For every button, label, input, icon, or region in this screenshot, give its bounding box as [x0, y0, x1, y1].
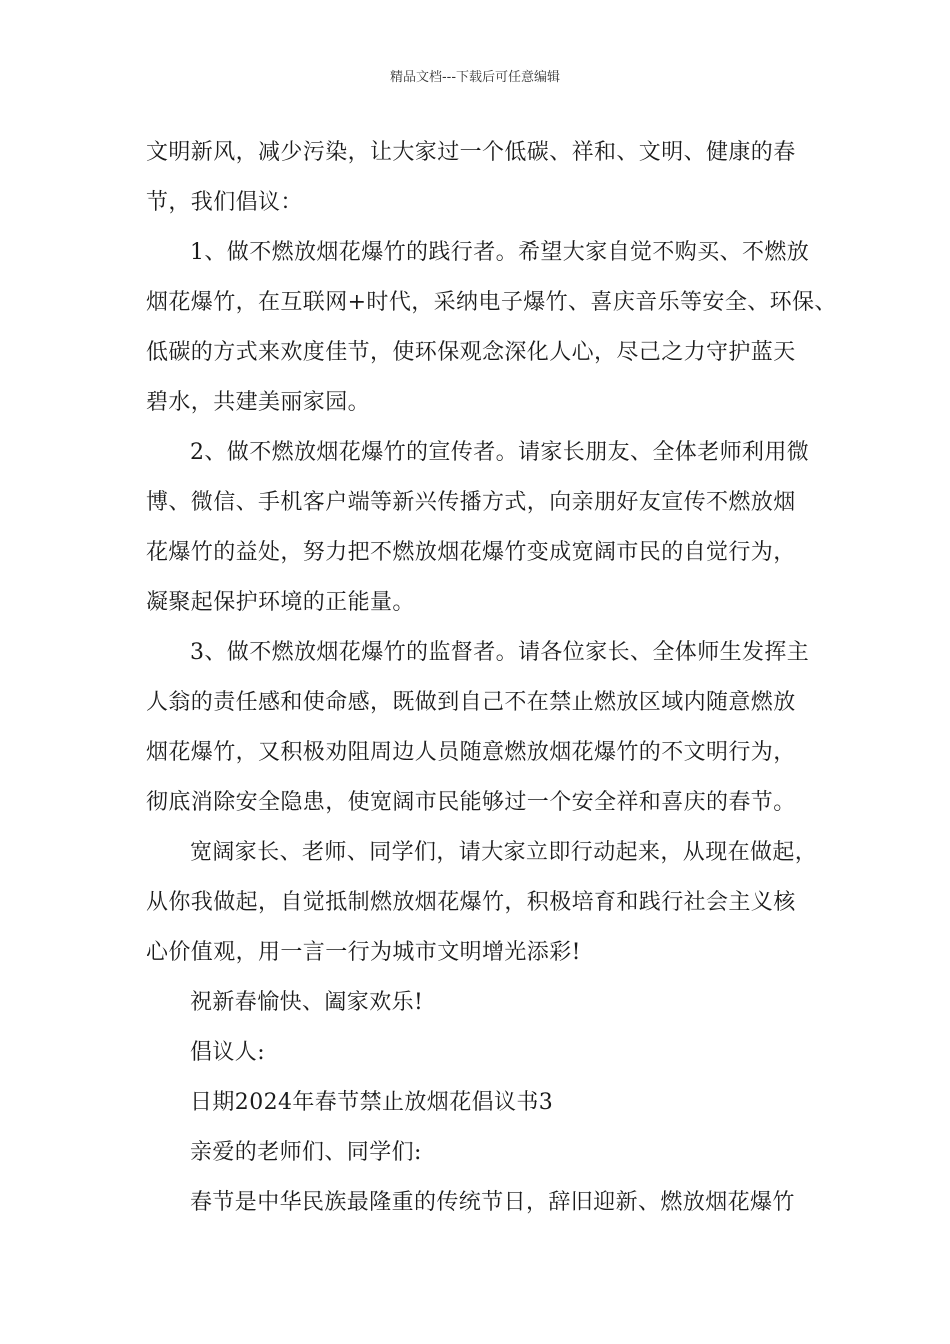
- text-line: 文明新风，减少污染，让大家过一个低碳、祥和、文明、健康的春: [146, 140, 796, 165]
- text-line: 3、做不燃放烟花爆竹的监督者。请各位家长、全体师生发挥主: [190, 640, 810, 665]
- text-line: 日期2024年春节禁止放烟花倡议书3: [190, 1090, 554, 1115]
- text-line: 倡议人:: [190, 1040, 266, 1065]
- text-line: 碧水，共建美丽家园。: [146, 390, 371, 415]
- text-line: 祝新春愉快、阖家欢乐!: [190, 990, 424, 1015]
- text-line: 亲爱的老师们、同学们:: [190, 1140, 422, 1165]
- text-line: 从你我做起，自觉抵制燃放烟花爆竹，积极培育和践行社会主义核: [146, 890, 796, 915]
- text-line: 凝聚起保护环境的正能量。: [146, 590, 415, 615]
- text-line: 人翁的责任感和使命感，既做到自己不在禁止燃放区域内随意燃放: [146, 690, 796, 715]
- document-body: [146, 128, 837, 1228]
- text-line: 宽阔家长、老师、同学们，请大家立即行动起来，从现在做起，: [190, 840, 818, 865]
- text-line: 1、做不燃放烟花爆竹的践行者。希望大家自觉不购买、不燃放: [190, 240, 810, 265]
- text-line: 花爆竹的益处，努力把不燃放烟花爆竹变成宽阔市民的自觉行为，: [146, 540, 796, 565]
- text-line: 烟花爆竹，又积极劝阻周边人员随意燃放烟花爆竹的不文明行为，: [146, 740, 796, 765]
- text-line: 春节是中华民族最隆重的传统节日，辞旧迎新、燃放烟花爆竹: [190, 1190, 795, 1215]
- text-line: 心价值观，用一言一行为城市文明增光添彩!: [146, 940, 581, 965]
- text-line: 低碳的方式来欢度佳节，使环保观念深化人心，尽己之力守护蓝天: [146, 340, 796, 365]
- text-line: 2、做不燃放烟花爆竹的宣传者。请家长朋友、全体老师利用微: [190, 440, 810, 465]
- page-header: 精品文档---下载后可任意编辑: [389, 70, 561, 85]
- text-line: 博、微信、手机客户端等新兴传播方式，向亲朋好友宣传不燃放烟: [146, 490, 796, 515]
- text-line: 节，我们倡议：: [146, 190, 303, 215]
- text-line: 彻底消除安全隐患，使宽阔市民能够过一个安全祥和喜庆的春节。: [146, 790, 796, 815]
- text-line: 烟花爆竹，在互联网+时代，采纳电子爆竹、喜庆音乐等安全、环保、: [146, 290, 837, 315]
